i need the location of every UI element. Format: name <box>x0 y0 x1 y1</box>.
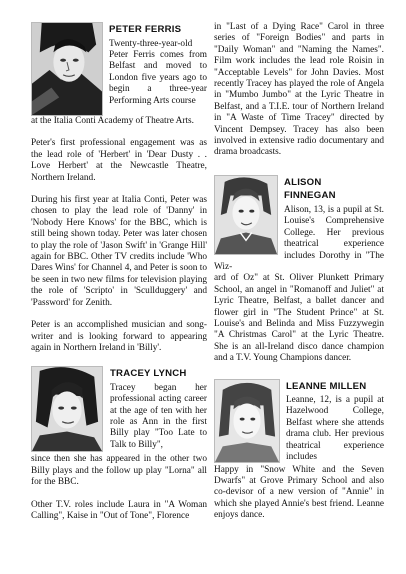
tracey-lynch-bio <box>31 366 207 488</box>
alison-finnegan-name-first: ALISON <box>284 176 322 188</box>
leanne-millen-bio <box>214 379 384 522</box>
tracey-lynch-photo <box>31 366 103 452</box>
peter-ferris-bio <box>31 22 207 127</box>
peter-ferris-paragraph-3: During his first year at Italia Conti, Peter was chosen to play the lead role of 'Danny' in 'Nobody Here Knows' for the BBC, which is still being shown today. Peter was later chosen to play the role of 'Jason Swift' in 'Grange Hill' again for BBC. Other TV credits include 'Who Dares Wins' for Channel 4, and Peter is soon to be seen in two new films for television playing the role of 'Scripto' in 'Scullduggery' and 'Password' for Zenith. <box>31 195 207 308</box>
tracey-lynch-intro: Tracey began her professional acting career at the age of ten with her role as Ann in the first Billy play "Too Late to Talk to Billy", <box>110 382 207 450</box>
tracey-lynch-name: TRACEY LYNCH <box>110 368 187 380</box>
peter-ferris-name: PETER FERRIS <box>109 24 182 35</box>
peter-ferris-paragraph-4: Peter is an accomplished musician and song-writer and is looking forward to appearing again in Northern Ireland in 'Billy'. <box>31 320 207 353</box>
leanne-millen-name: LEANNE MILLEN <box>286 380 367 392</box>
tracey-lynch-paragraph-3: in "Last of a Dying Race" Carol in three series of "Foreign Bodies" and parts in "Daily Woman" and "Naming the Names". Film work includes the lead role Roisin in "Acceptable Levels" for John Davies. Most recently Tracey has played the role of Angela in "Mumbo Jumbo" at the Lyric Theatre in Belfast, and a T.I.E. tour of Northern Ireland in "A Waste of Time Tracey" directed by Vincent Dempsey. Tracey has also been involved in extensive radio documentary and drama broadcasts. <box>214 22 384 158</box>
alison-finnegan-bio <box>214 175 384 365</box>
tracey-lynch-intro-continued: since then she has appeared in the other two Billy plays and the follow up play "Lorna" all for the BBC. <box>31 454 207 488</box>
leanne-millen-intro-continued: Happy in "Snow White and the Seven Dwarfs" at Grove Primary School and also co-devisor of a new version of "Annie" in which she played Annie's best friend. Leanne enjoys dance. <box>214 464 384 521</box>
leanne-millen-photo <box>214 379 280 463</box>
peter-ferris-paragraph-2: Peter's first professional engagement was as the lead role of 'Herbert' in 'Dear Dusty . . Love Herbert' at the Newcastle Theatre, Northern Ireland. <box>31 138 207 183</box>
peter-ferris-photo <box>31 22 103 116</box>
peter-ferris-intro: Twenty-three-year-old Peter Ferris comes from Belfast and moved to London five years ago to begin a three-year Performing Arts course <box>109 38 207 106</box>
tracey-lynch-paragraph-2: Other T.V. roles include Laura in "A Woman Calling", Kaise in "Out of Tone", Florence <box>31 499 207 521</box>
leanne-millen-intro: Leanne, 12, is a pupil at Hazelwood College, Belfast where she attends drama club. Her previous theatrical experience includes <box>286 395 384 463</box>
alison-finnegan-photo <box>214 175 278 255</box>
right-column <box>214 22 384 522</box>
alison-finnegan-intro-continued: ard of Oz" at St. Oliver Plunkett Primary School, an angel in "Romanoff and Juliet" at Lyric Theatre, Belfast, a ballet dancer and flower girl in "The Student Prince" at St. Louise's and Belinda and Miss Fuzzywegin "A Christmas Carol" at the Lyric Theatre. She is an all-Ireland disco dance champion and a T.V. Young Champions dancer. <box>214 273 384 364</box>
left-column <box>31 22 207 522</box>
alison-finnegan-name-last: FINNEGAN <box>284 190 336 202</box>
peter-ferris-intro-continued: at the Italia Conti Academy of Theatre Arts. <box>31 116 194 126</box>
alison-finnegan-intro: Alison, 13, is a pupil at St. Louise's Comprehensive College. Her previous theatrical experience includes Dorothy in "The Wiz- <box>214 204 384 272</box>
